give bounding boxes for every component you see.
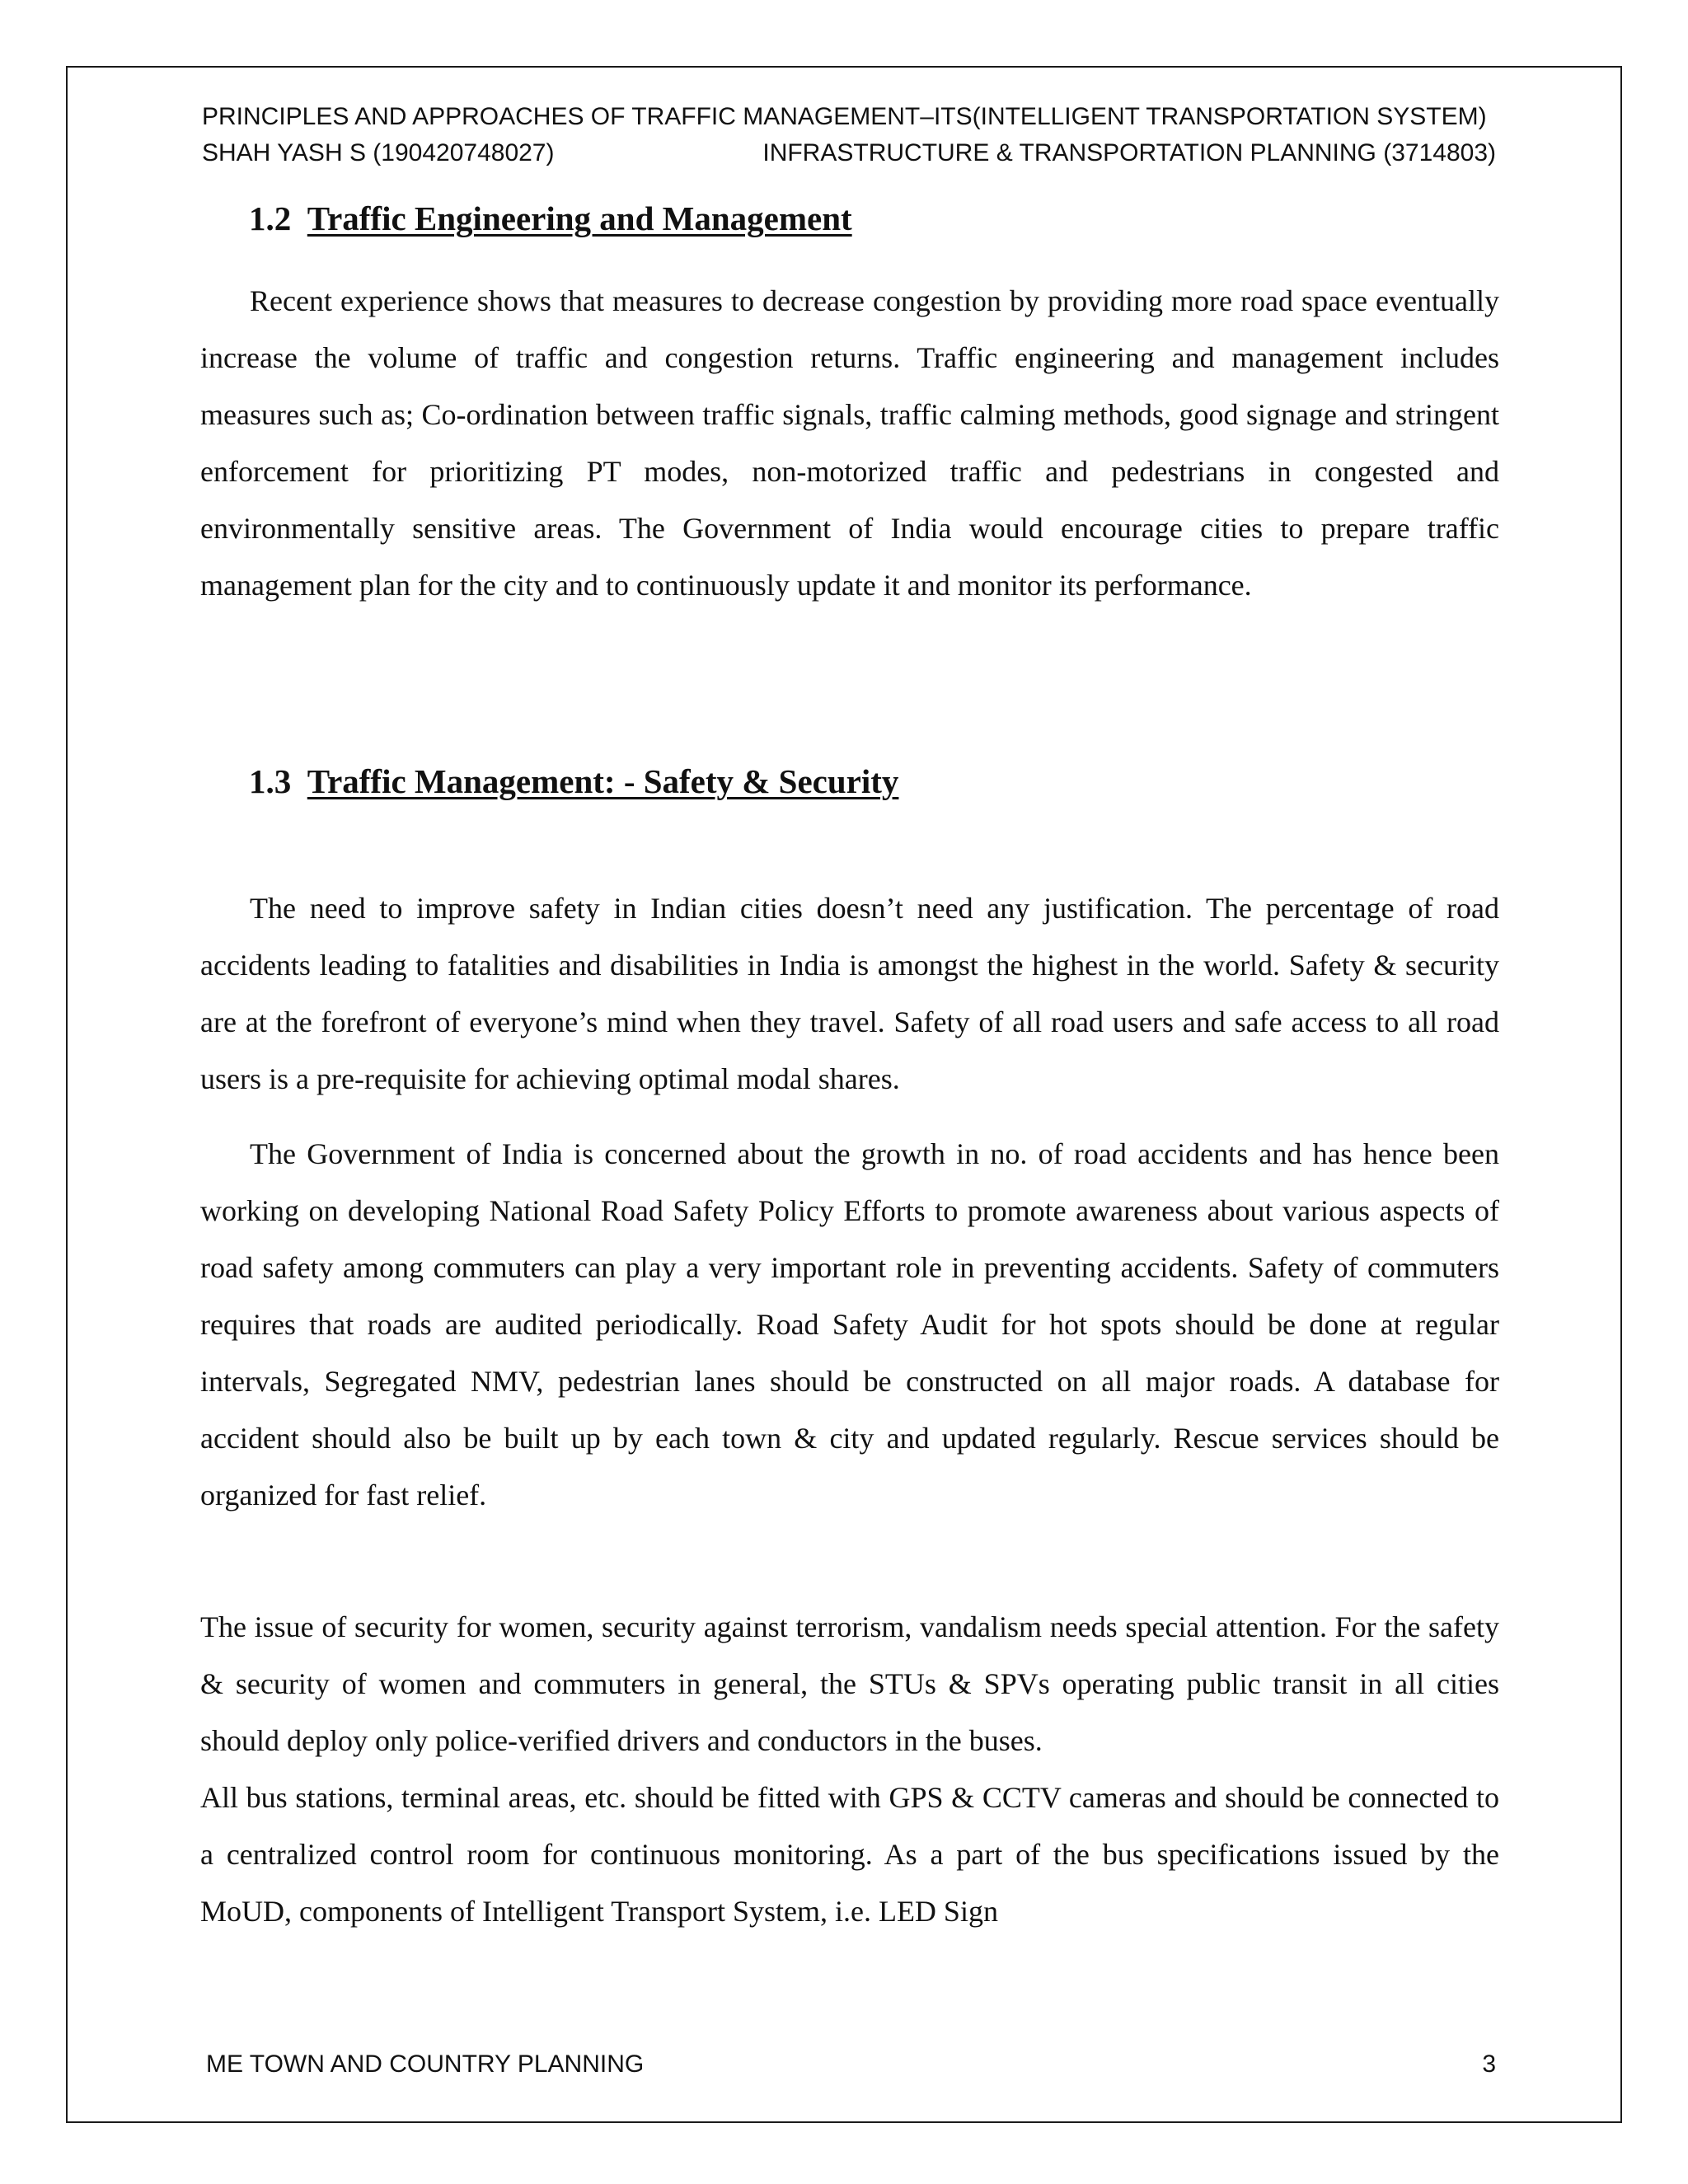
section-1-3-number: 1.3	[249, 762, 292, 800]
page-number: 3	[1482, 2050, 1496, 2078]
section-1-3-heading	[249, 761, 898, 802]
section-1-3-title: Traffic Management: - Safety & Security	[307, 762, 899, 800]
section-1-3-paragraph-1: The need to improve safety in Indian cities doesn’t need any justification. The percentage of road accidents leading to fatalities and disabilities in India is amongst the highest in the world. Safety & security are at the forefront of everyone’s mind when they travel. Safety of all road users and safe access to all road users is a pre-requisite for achieving optimal modal shares.	[200, 892, 1499, 1095]
section-1-2-title: Traffic Engineering and Management	[307, 199, 852, 237]
section-1-3-paragraph-2: The Government of India is concerned about the growth in no. of road accidents and has hence been working on developing National Road Safety Policy Efforts to promote awareness about various aspects of road safety among commuters can play a very important role in preventing accidents. Safety of commuters requires that roads are audited periodically. Road Safety Audit for hot spots should be done at regular intervals, Segregated NMV, pedestrian lanes should be constructed on all major roads. A database for accident should also be built up by each town & city and updated regularly. Rescue services should be organized for fast relief.	[200, 1137, 1499, 1511]
header-course: INFRASTRUCTURE & TRANSPORTATION PLANNING (3714803)	[762, 139, 1496, 166]
section-1-2-number: 1.2	[249, 199, 292, 237]
header-subline	[202, 138, 1496, 168]
section-1-2-heading	[249, 198, 852, 239]
section-1-3-paragraph-4: All bus stations, terminal areas, etc. should be fitted with GPS & CCTV cameras and should be connected to a centralized control room for continuous monitoring. As a part of the bus specifications issued by the MoUD, components of Intelligent Transport System, i.e. LED Sign	[200, 1781, 1499, 1928]
page-footer	[206, 2050, 1496, 2079]
header-author: SHAH YASH S (190420748027)	[202, 139, 555, 166]
header-title: PRINCIPLES AND APPROACHES OF TRAFFIC MANAGEMENT–ITS(INTELLIGENT TRANSPORTATION SYSTEM)	[202, 103, 1487, 130]
footer-program: ME TOWN AND COUNTRY PLANNING	[206, 2050, 645, 2078]
section-1-2-paragraph: Recent experience shows that measures to decrease congestion by providing more road space eventually increase the volume of traffic and congestion returns. Traffic engineering and management includes measures such as; Co-ordination between traffic signals, traffic calming methods, good signage and stringent enforcement for prioritizing PT modes, non-motorized traffic and pedestrians in congested and environmentally sensitive areas. The Government of India would encourage cities to prepare traffic management plan for the city and to continuously update it and monitor its performance.	[200, 284, 1499, 602]
section-1-3-paragraph-3: The issue of security for women, security against terrorism, vandalism needs special attention. For the safety & security of women and commuters in general, the STUs & SPVs operating public transit in all cities should deploy only police-verified drivers and conductors in the buses.	[200, 1610, 1499, 1757]
